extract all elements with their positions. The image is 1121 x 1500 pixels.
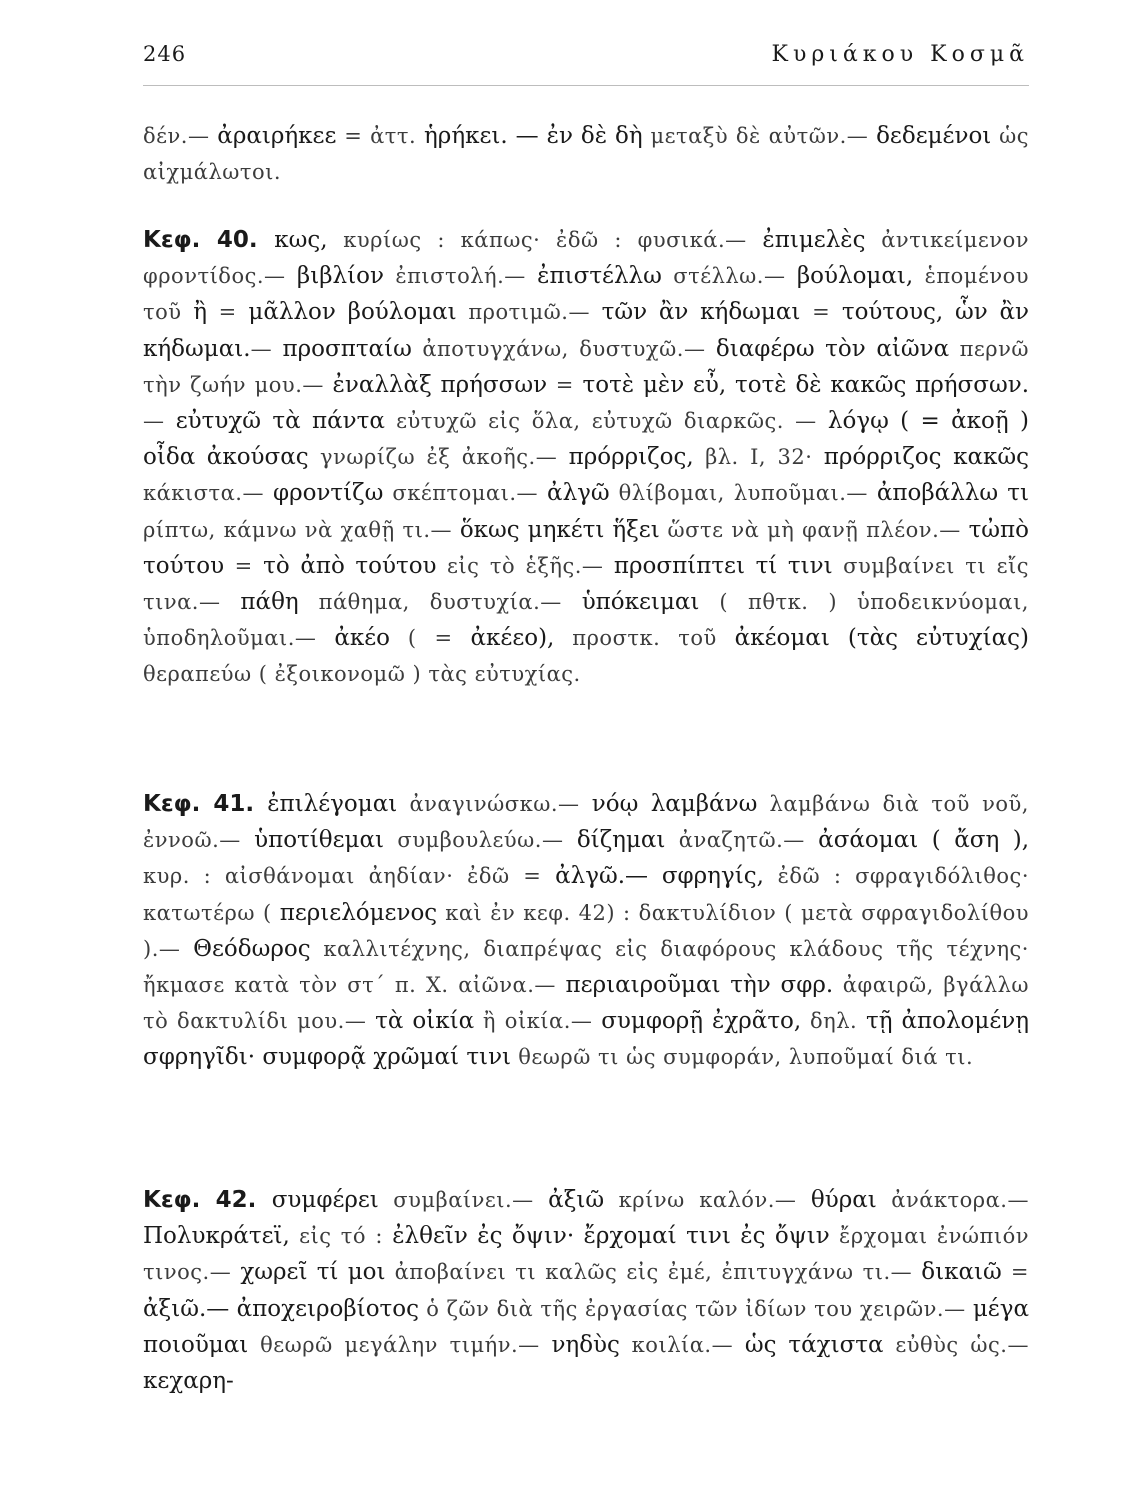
lemma-text: νόῳ λαμβάνω xyxy=(591,791,758,817)
gloss-text: ἀναζητῶ.— xyxy=(665,828,819,853)
lemma-text: βούλομαι, xyxy=(796,263,914,290)
gloss-text: κρίνω καλόν.— xyxy=(604,1188,811,1212)
gloss-text: ἐδῶ : σφραγιδόλιθος· κατωτέρω ( xyxy=(143,864,1029,925)
gloss-text: ( = xyxy=(389,626,471,651)
lemma-text: ἀλγῶ.— σφρηγίς, xyxy=(555,863,764,890)
lemma-text: τῇ ἀπολομένῃ σφρηγῖδι· συμφορᾷ χρῶμαί τινι xyxy=(143,1008,1030,1071)
lemma-text: διαφέρω τὸν αἰῶνα xyxy=(715,335,950,362)
gloss-text: ρίπτω, κάμνω νὰ χαθῇ τι.— xyxy=(143,517,460,542)
gloss-text: θεωρῶ τι ὡς συμφοράν, λυποῦμαί διά τι. xyxy=(511,1045,974,1070)
gloss-text: κοιλία.— xyxy=(619,1332,745,1357)
lemma-text: συμφορῇ ἐχρᾶτο, xyxy=(601,1008,802,1035)
lemma-text: Πολυκράτεϊ, xyxy=(143,1223,290,1250)
gloss-text: ἀναγινώσκω.— xyxy=(397,792,592,816)
lemma-text: βιβλίον xyxy=(296,263,384,290)
gloss-text: δέν.— xyxy=(143,124,218,148)
lemma-text: ἀξιῶ xyxy=(548,1187,605,1213)
gloss-text: — xyxy=(250,336,283,361)
lemma-text: τὰ οἰκία xyxy=(375,1008,475,1035)
lemma-text: πρόρριζος, xyxy=(568,444,694,471)
gloss-text: εὐτυχῶ εἰς ὅλα, εὐτυχῶ διαρκῶς. — xyxy=(384,409,828,434)
gloss-text: λαμβάνω διὰ τοῦ νοῦ, ἐννοῶ.— xyxy=(143,792,1029,853)
chapter-heading: Κεφ. 40. xyxy=(143,227,275,253)
lemma-text: πρόρριζος κακῶς xyxy=(823,444,1029,471)
lemma-text: χωρεῖ τί μοι xyxy=(240,1259,386,1286)
gloss-text: κυρίως : κάπως· ἐδῶ : φυσικά.— xyxy=(327,228,763,252)
lemma-text: κως, xyxy=(274,227,328,253)
lemma-text: μέγα ποιοῦμαι xyxy=(143,1295,1029,1358)
lemma-text: προσπίπτει τί τινι xyxy=(613,552,833,579)
page-header xyxy=(143,42,1029,76)
gloss-text: καὶ ἐν κεφ. 42) : δακτυλίδιον ( μετὰ σφραγιδολίθου ).— xyxy=(143,900,1029,961)
lemma-text: ὑποτίθεμαι xyxy=(254,827,385,854)
gloss-text: ἀντικείμενον φροντίδος.— xyxy=(143,228,1029,289)
lemma-text: ἀραιρήκεε xyxy=(217,123,337,149)
gloss-text: πάθημα, δυστυχία.— xyxy=(298,590,582,615)
commentary-paragraph xyxy=(143,118,1029,190)
lemma-text: τὠπὸ τούτου xyxy=(143,516,1030,579)
gloss-text: ἀφαιρῶ, βγάλλω τὸ δακτυλίδι μου.— xyxy=(143,973,1029,1034)
gloss-text: βλ. Ι, 32· xyxy=(693,445,824,470)
lemma-text: ἐπιμελὲς xyxy=(762,227,866,253)
gloss-text: = xyxy=(206,300,249,325)
lemma-text: ὅκως μηκέτι ἥξει xyxy=(459,516,660,543)
gloss-text: = xyxy=(224,553,264,578)
lemma-text: προσπταίω xyxy=(282,335,412,362)
gloss-text: ὁ ζῶν διὰ τῆς ἐργασίας τῶν ἰδίων του χειρῶν.— xyxy=(419,1296,973,1321)
lemma-text: περιελόμενος xyxy=(279,899,438,926)
gloss-text: θεραπεύω ( ἐξοικονομῶ ) τὰς εὐτυχίας. xyxy=(143,662,581,687)
lemma-text: λόγῳ ( = ἀκοῇ ) οἶδα ἀκούσας xyxy=(143,408,1029,471)
gloss-text: συμβαίνει τι εἴς τινα.— xyxy=(143,553,1029,615)
gloss-text: μεταξὺ δὲ αὐτῶν.— xyxy=(642,124,877,148)
gloss-text: ὡς αἰχμάλωτοι. xyxy=(143,124,1030,185)
lemma-text: τὸ ἀπὸ τούτου xyxy=(263,552,437,579)
lemma-text: ἀσάομαι ( ἄση ), xyxy=(818,827,1030,854)
gloss-text: προστκ. τοῦ xyxy=(554,626,735,651)
lemma-text: περιαιροῦμαι τὴν σφρ. xyxy=(565,972,834,999)
lemma-text: ὡς τάχιστα xyxy=(744,1331,884,1358)
gloss-text: ἢ οἰκία.— xyxy=(474,1009,602,1034)
gloss-text: κάκιστα.— xyxy=(143,481,273,506)
gloss-text: κυρ. : αἰσθάνομαι ἀηδίαν· ἐδῶ = xyxy=(143,864,556,889)
lemma-text: τούτους, ὧν ἂν κήδωμαι. xyxy=(143,299,1029,362)
lemma-text: τοτὲ μὲν εὖ, τοτὲ δὲ κακῶς πρήσσων. xyxy=(582,371,1030,398)
gloss-text: θεωρῶ μεγάλην τιμήν.— xyxy=(248,1332,552,1357)
lemma-text: ἀλγῶ xyxy=(547,480,610,507)
lemma-text: τῶν ἂν κήδωμαι xyxy=(601,299,801,326)
gloss-text: ( πθτκ. ) ὑποδεικνύομαι, ὑποδηλοῦμαι.— xyxy=(143,590,1029,651)
lemma-text: δίζημαι xyxy=(576,827,666,854)
gloss-text: εἰς τό : xyxy=(289,1224,393,1249)
gloss-text: ἀποβαίνει τι καλῶς εἰς ἐμέ, ἐπιτυγχάνω τι.— xyxy=(385,1260,922,1285)
gloss-text: σκέπτομαι.— xyxy=(383,481,548,506)
gloss-text: ἑπομένου τοῦ xyxy=(143,264,1029,325)
gloss-text: — xyxy=(143,409,176,434)
gloss-text: ἐπιστολή.— xyxy=(383,264,538,289)
page-number: 246 xyxy=(143,42,187,66)
gloss-text: προτιμῶ.— xyxy=(456,300,602,325)
gloss-text: ἀποτυγχάνω, δυστυχῶ.— xyxy=(411,336,716,361)
gloss-text: περνῶ τὴν ζωήν μου.— xyxy=(143,336,1030,397)
gloss-text: = ἀττ. xyxy=(336,124,425,148)
paragraph-text xyxy=(143,786,1029,1076)
gloss-text: = xyxy=(1001,1260,1029,1285)
chapter-41-notes xyxy=(143,786,1029,1076)
lemma-text: ἐναλλὰξ πρήσσων xyxy=(332,371,548,398)
gloss-text: εἰς τὸ ἑξῆς.— xyxy=(436,553,614,578)
gloss-text: δηλ. xyxy=(801,1009,867,1034)
running-head: Κυριάκου Κοσμᾶ xyxy=(771,42,1029,67)
lemma-text: ἢ xyxy=(193,299,207,326)
paragraph-text xyxy=(143,118,1029,190)
lemma-text: συμφέρει xyxy=(271,1187,379,1213)
chapter-heading: Κεφ. 41. xyxy=(143,791,268,817)
paragraph-text xyxy=(143,222,1029,693)
lemma-text: ἡρήκει. — ἐν δὲ δὴ xyxy=(424,123,643,149)
lemma-text: ἐλθεῖν ἐς ὄψιν· ἔρχομαί τινι ἐς ὄψιν xyxy=(392,1223,830,1250)
lemma-text: ὑπόκειμαι xyxy=(581,589,700,616)
gloss-text: ἔρχομαι ἐνώπιόν τινος.— xyxy=(143,1224,1029,1285)
gloss-text: συμβαίνει.— xyxy=(378,1188,549,1212)
chapter-42-notes xyxy=(143,1182,1029,1399)
lemma-text: μᾶλλον βούλομαι xyxy=(248,299,457,326)
gloss-text: ὥστε νὰ μὴ φανῇ πλέον.— xyxy=(659,517,969,542)
lemma-text: ἀκέεο), xyxy=(470,625,555,652)
lemma-text: δικαιῶ xyxy=(921,1259,1002,1286)
lemma-text: πάθη xyxy=(240,589,299,616)
lemma-text: ἀκέομαι (τὰς εὐτυχίας) xyxy=(734,625,1029,652)
gloss-text: στέλλω.— xyxy=(661,264,797,289)
chapter-40-notes xyxy=(143,222,1029,693)
chapter-heading: Κεφ. 42. xyxy=(143,1187,272,1213)
lemma-text: ἐπιστέλλω xyxy=(537,263,662,290)
paragraph-text xyxy=(143,1182,1029,1399)
gloss-text: = xyxy=(800,300,842,325)
gloss-text: εὐθὺς ὡς.— xyxy=(883,1332,1029,1357)
lemma-text: κεχαρη- xyxy=(143,1368,234,1395)
lemma-text: ἀποβάλλω τι xyxy=(876,480,1029,507)
lemma-text: νηδὺς xyxy=(551,1331,620,1358)
lemma-text: φροντίζω xyxy=(272,480,384,507)
header-rule xyxy=(143,85,1029,86)
lemma-text: δεδεμένοι xyxy=(876,123,992,149)
gloss-text: θλίβομαι, λυποῦμαι.— xyxy=(609,481,877,506)
lemma-text: θύραι xyxy=(810,1187,877,1213)
lemma-text: ἀξιῶ.— ἀποχειροβίοτος xyxy=(143,1295,419,1322)
lemma-text: ἐπιλέγομαι xyxy=(267,791,398,817)
lemma-text: Θεόδωρος xyxy=(193,935,311,962)
gloss-text: ἀνάκτορα.— xyxy=(876,1188,1029,1212)
lemma-text: ἀκέο xyxy=(334,625,390,652)
gloss-text: καλλιτέχνης, διαπρέψας εἰς διαφόρους κλάδους τῆς τέχνης· ἤκμασε κατὰ τὸν στ΄ π. Χ. αἰῶνα.— xyxy=(143,936,1029,998)
gloss-text: = xyxy=(547,372,583,397)
gloss-text: συμβουλεύω.— xyxy=(384,828,577,853)
lemma-text: εὐτυχῶ τὰ πάντα xyxy=(175,408,385,435)
gloss-text: γνωρίζω ἐξ ἀκοῆς.— xyxy=(308,445,569,470)
